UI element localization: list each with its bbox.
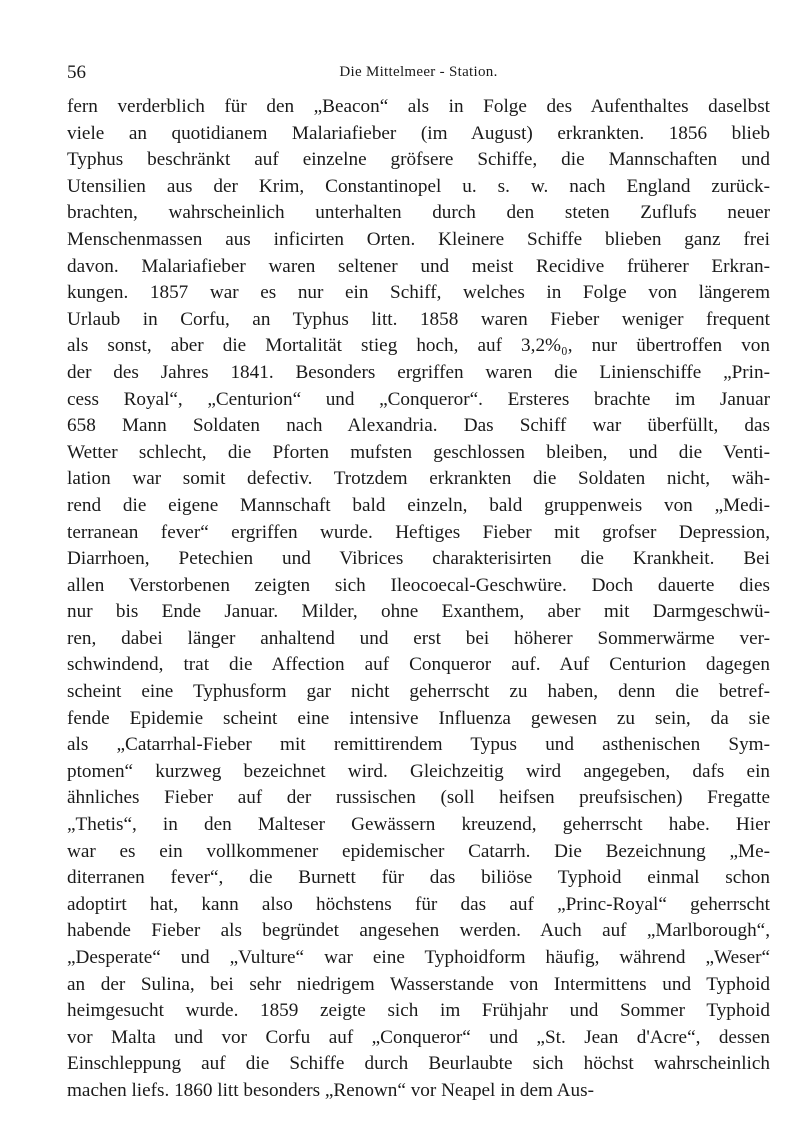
text-line: an der Sulina, bei sehr niedrigem Wasserstande von Intermittens und Typhoid — [67, 973, 770, 995]
text-line: cess Royal“, „Centurion“ und „Conqueror“. Ersteres brachte im Januar — [67, 388, 770, 410]
text-line: als sonst, aber die Mortalität stieg hoch, auf 3,2%₀, nur übertroffen von — [67, 335, 770, 357]
text-line: brachten, wahrscheinlich unterhalten durch den steten Zuflufs neuer — [67, 202, 770, 224]
text-line: Einschleppung auf die Schiffe durch Beurlaubte sich höchst wahrscheinlich — [67, 1053, 770, 1075]
text-line: der des Jahres 1841. Besonders ergriffen waren die Linienschiffe „Prin- — [67, 361, 770, 383]
text-line: diterranen fever“, die Burnett für das biliöse Typhoid einmal schon — [67, 867, 770, 889]
text-line: Urlaub in Corfu, an Typhus litt. 1858 waren Fieber weniger frequent — [67, 308, 770, 330]
text-line: ren, dabei länger anhaltend und erst bei höherer Sommerwärme ver- — [67, 627, 770, 649]
text-line: schwindend, trat die Affection auf Conqueror auf. Auf Centurion dagegen — [67, 654, 770, 676]
text-line: machen liefs. 1860 litt besonders „Renown“ vor Neapel in dem Aus- — [67, 1079, 594, 1101]
text-line: Menschenmassen aus inficirten Orten. Kleinere Schiffe blieben ganz frei — [67, 228, 770, 250]
body-text — [67, 94, 770, 1105]
text-line: nur bis Ende Januar. Milder, ohne Exanthem, aber mit Darmgeschwü- — [67, 601, 770, 623]
text-line: lation war somit defectiv. Trotzdem erkrankten die Soldaten nicht, wäh- — [67, 468, 770, 490]
text-line: kungen. 1857 war es nur ein Schiff, welches in Folge von längerem — [67, 282, 770, 304]
book-page — [67, 60, 770, 1105]
page-number: 56 — [67, 62, 86, 83]
text-line: fern verderblich für den „Beacon“ als in Folge des Aufenthaltes daselbst — [67, 96, 770, 117]
text-line: davon. Malariafieber waren seltener und meist Recidive früherer Erkran- — [67, 255, 770, 277]
text-line: Wetter schlecht, die Pforten mufsten geschlossen bleiben, und die Venti- — [67, 441, 770, 463]
text-line: viele an quotidianem Malariafieber (im August) erkrankten. 1856 blieb — [67, 122, 770, 144]
text-line: Utensilien aus der Krim, Constantinopel u. s. w. nach England zurück- — [67, 175, 770, 197]
text-line: fende Epidemie scheint eine intensive Influenza gewesen zu sein, da sie — [67, 707, 770, 729]
text-line: als „Catarrhal-Fieber mit remittirendem Typus und asthenischen Sym- — [67, 734, 770, 756]
text-line: adoptirt hat, kann also höchstens für das auf „Princ-Royal“ geherrscht — [67, 893, 770, 915]
text-line: rend die eigene Mannschaft bald einzeln, bald gruppenweis von „Medi- — [67, 494, 770, 516]
text-line: „Desperate“ und „Vulture“ war eine Typhoidform häufig, während „Weser“ — [67, 947, 770, 968]
text-line: ähnliches Fieber auf der russischen (soll heifsen preufsischen) Fregatte — [67, 787, 770, 809]
text-line: scheint eine Typhusform gar nicht geherrscht zu haben, denn die betref- — [67, 681, 770, 703]
text-line: habende Fieber als begründet angesehen werden. Auch auf „Marlborough“, — [67, 920, 770, 942]
page-header — [67, 60, 770, 86]
text-line: vor Malta und vor Corfu auf „Conqueror“ und „St. Jean d'Acre“, dessen — [67, 1026, 770, 1048]
text-line: allen Verstorbenen zeigten sich Ileocoecal-Geschwüre. Doch dauerte dies — [67, 574, 770, 596]
text-line: war es ein vollkommener epidemischer Catarrh. Die Bezeichnung „Me- — [67, 840, 770, 862]
text-line: heimgesucht wurde. 1859 zeigte sich im Frühjahr und Sommer Typhoid — [67, 1000, 770, 1022]
text-line: 658 Mann Soldaten nach Alexandria. Das Schiff war überfüllt, das — [67, 415, 770, 437]
text-line: ptomen“ kurzweg bezeichnet wird. Gleichzeitig wird angegeben, dafs ein — [67, 760, 770, 782]
text-line: Diarrhoen, Petechien und Vibrices charakterisirten die Krankheit. Bei — [67, 548, 770, 570]
running-title: Die Mittelmeer - Station. — [339, 64, 498, 80]
text-line: terranean fever“ ergriffen wurde. Heftiges Fieber mit grofser Depression, — [67, 521, 770, 543]
text-line: „Thetis“, in den Malteser Gewässern kreuzend, geherrscht habe. Hier — [67, 814, 770, 836]
text-line: Typhus beschränkt auf einzelne gröfsere Schiffe, die Mannschaften und — [67, 149, 770, 171]
